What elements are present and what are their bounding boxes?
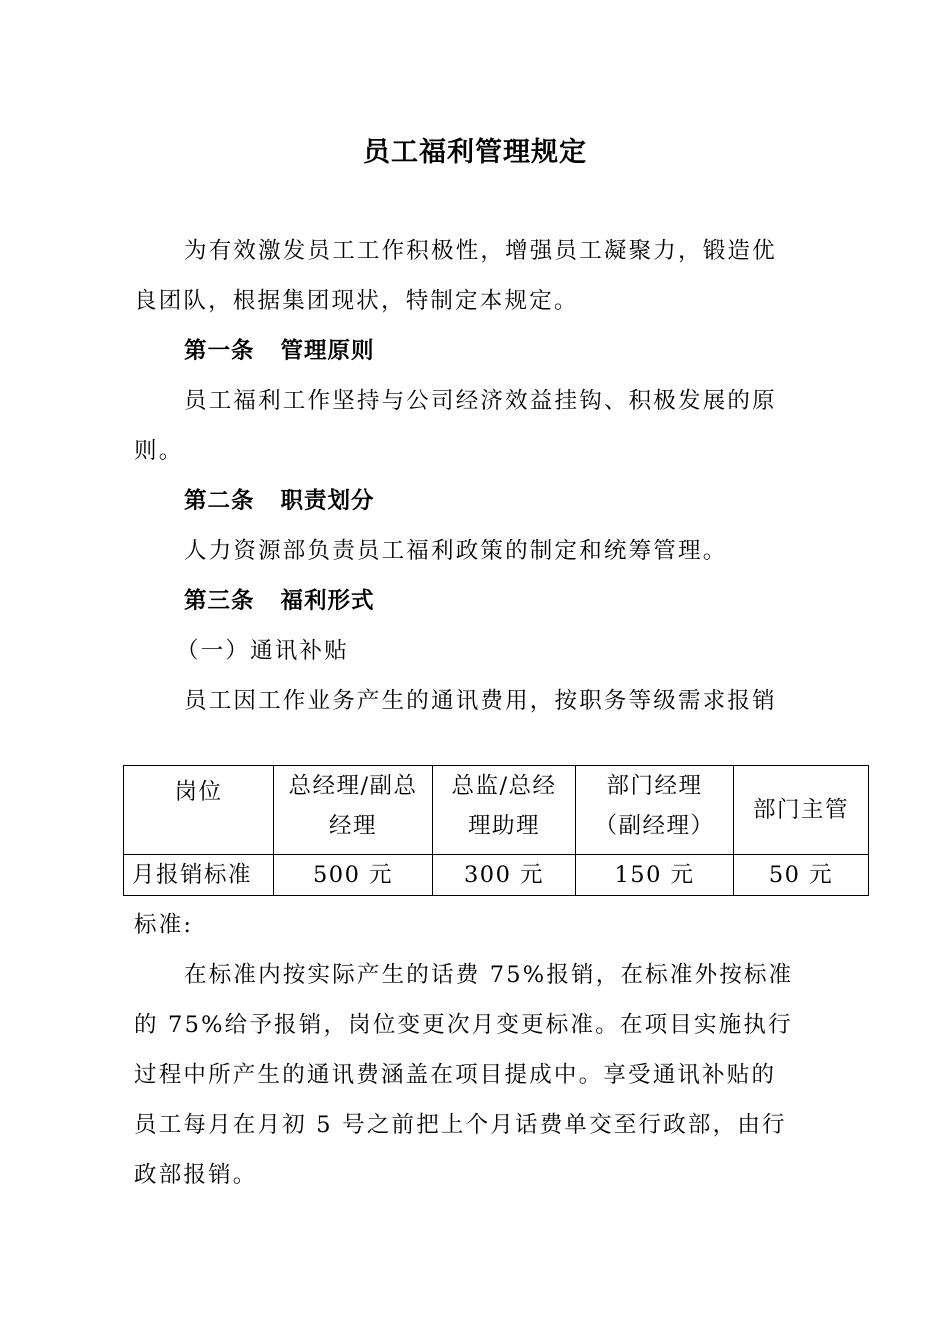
header-text-line: 部门经理 <box>606 773 703 799</box>
article-3-number: 第三条 <box>184 588 255 614</box>
table-header-row <box>124 766 869 855</box>
table-header-cell <box>576 766 734 855</box>
article-1-heading <box>184 336 375 366</box>
header-text-line: （副经理） <box>594 813 715 839</box>
intro-line-1: 为有效激发员工工作积极性，增强员工凝聚力，锻造优 <box>184 238 777 264</box>
article-2-name: 职责划分 <box>280 488 375 514</box>
table-header-cell <box>734 766 869 855</box>
table-cell: 150 元 <box>576 855 734 896</box>
article-2-heading <box>184 486 375 516</box>
table-cell: 50 元 <box>734 855 869 896</box>
article-2-body-line-1: 人力资源部负责员工福利政策的制定和统筹管理。 <box>184 538 728 564</box>
table-header-label: 岗位 <box>124 766 274 855</box>
header-text-line: 部门主管 <box>752 797 849 823</box>
subsection-title: （一）通讯补贴 <box>176 638 349 664</box>
table-row-label: 月报销标准 <box>124 855 274 896</box>
table-cell: 500 元 <box>274 855 433 896</box>
standard-text-line-3: 过程中所产生的通讯费涵盖在项目提成中。享受通讯补贴的 <box>134 1062 777 1088</box>
article-3-heading <box>184 586 375 616</box>
subsection-text: 员工因工作业务产生的通讯费用，按职务等级需求报销 <box>184 688 777 714</box>
header-text-line: 经理 <box>328 813 377 839</box>
standard-label: 标准: <box>134 912 194 938</box>
standard-text-line-4: 员工每月在月初 5 号之前把上个月话费单交至行政部，由行 <box>134 1112 787 1138</box>
reimbursement-table <box>123 765 869 896</box>
standard-text-line-1: 在标准内按实际产生的话费 75%报销，在标准外按标准 <box>184 962 794 988</box>
table-header-cell <box>433 766 576 855</box>
document-title: 员工福利管理规定 <box>363 137 587 168</box>
table-row <box>124 855 869 896</box>
header-text-line: 理助理 <box>467 813 540 839</box>
intro-line-2: 良团队，根据集团现状，特制定本规定。 <box>134 288 579 314</box>
article-3-name: 福利形式 <box>280 588 375 614</box>
header-text-line: 总经理/副总 <box>288 773 418 799</box>
standard-text-line-5: 政部报销。 <box>134 1162 258 1188</box>
article-1-number: 第一条 <box>184 338 255 364</box>
article-1-body-line-2: 则。 <box>134 438 184 464</box>
article-1-body-line-1: 员工福利工作坚持与公司经济效益挂钩、积极发展的原 <box>184 388 777 414</box>
table-header-cell <box>274 766 433 855</box>
article-2-number: 第二条 <box>184 488 255 514</box>
header-text-line: 总监/总经 <box>451 773 557 799</box>
article-1-name: 管理原则 <box>280 338 375 364</box>
standard-text-line-2: 的 75%给予报销，岗位变更次月变更标准。在项目实施执行 <box>134 1012 793 1038</box>
table-cell: 300 元 <box>433 855 576 896</box>
